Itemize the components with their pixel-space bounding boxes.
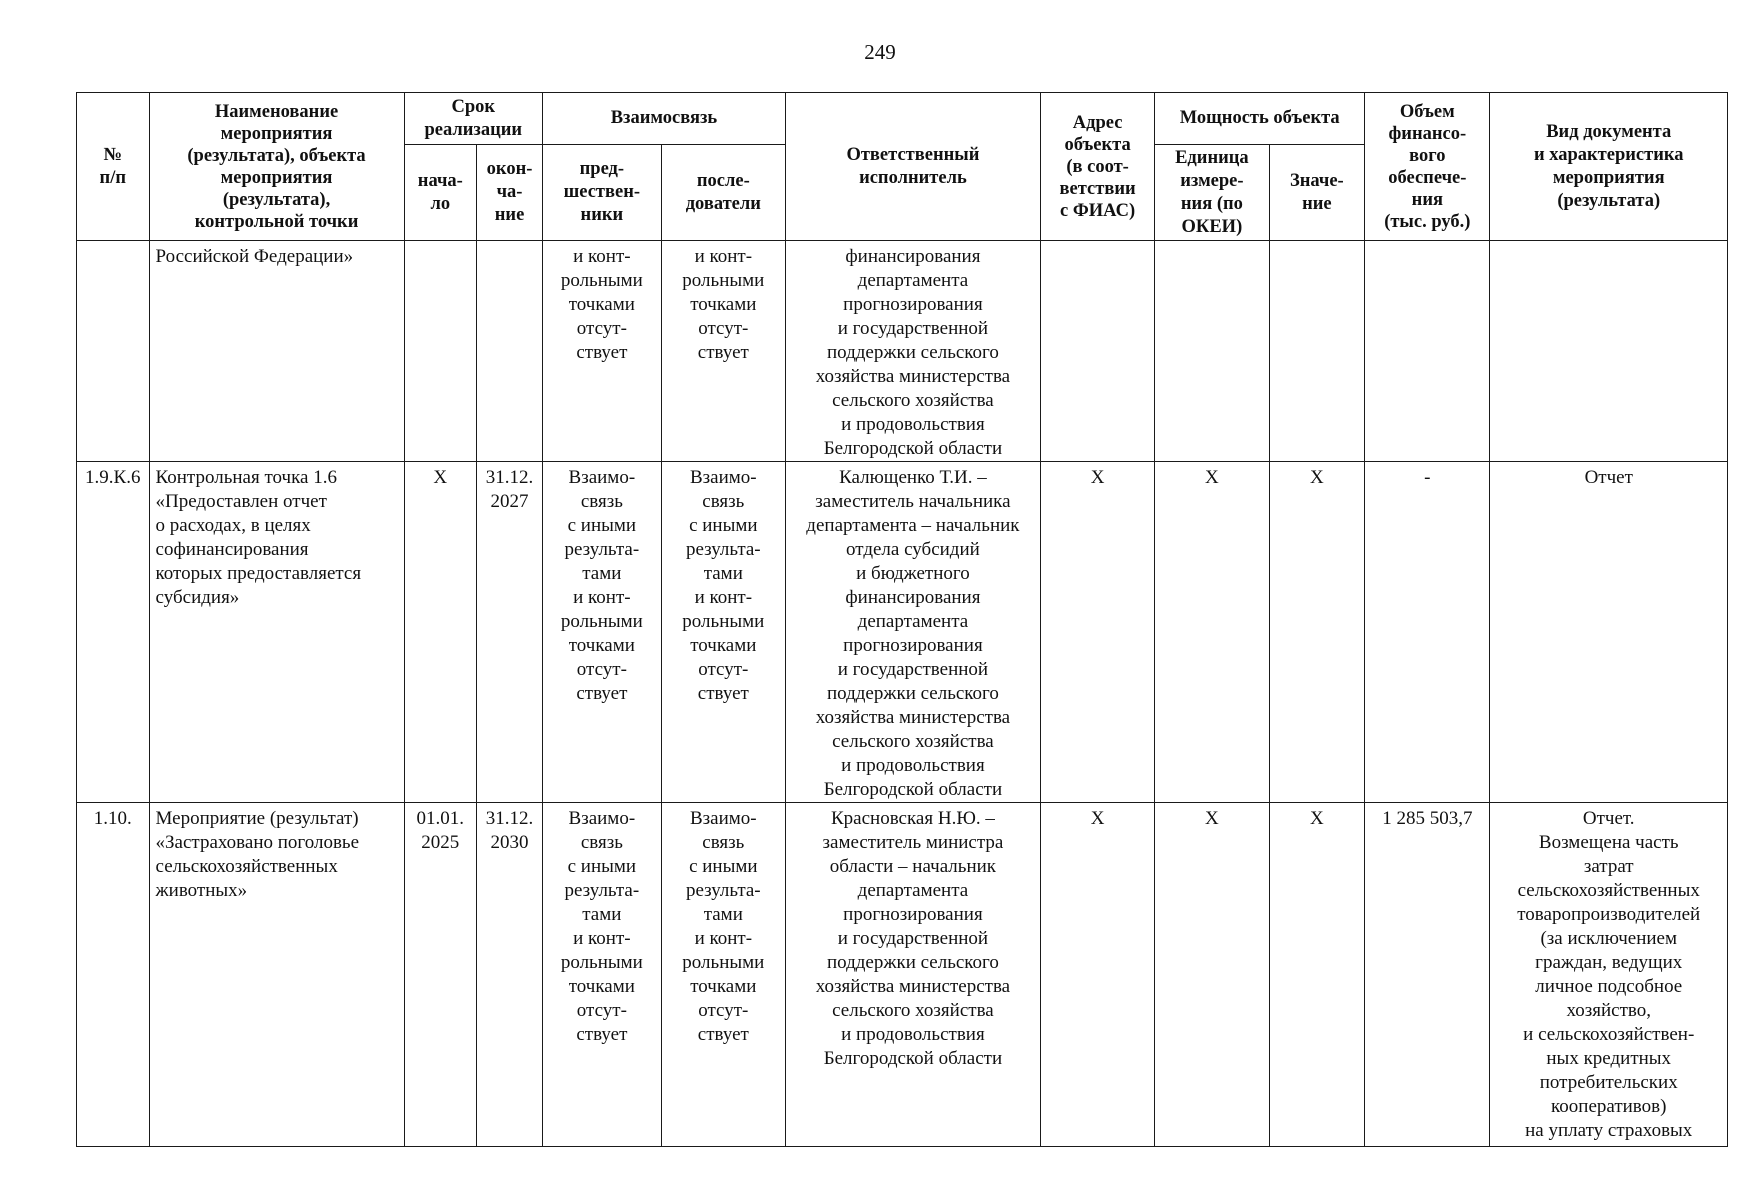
row-name: Контрольная точка 1.6 «Предоставлен отчет о расходах, в целях софинансирования которых предоставляется субсидия» (155, 467, 362, 608)
table-row (77, 241, 1728, 462)
row-start: 01.01. 2025 (416, 808, 465, 853)
row-doc: Отчет. Возмещена часть затрат сельскохозяйственных товаропроизводителей (за исключением граждан, ведущих личное подсобное хозяйство, и сельскохозяйствен- ных кредитных потребительских кооперативов) на уплату страховых (1517, 808, 1701, 1141)
row-responsible: Красновская Н.Ю. – заместитель министра области – начальник департамента прогнозирования и государственной поддержки сельского хозяйства министерства сельского хозяйства и продовольствия Белгородской области (815, 808, 1011, 1069)
row-value (1270, 241, 1365, 245)
row-finance: - (1424, 467, 1431, 488)
row-prev: Взаимо- связь с иными результа- тами и конт- рольными точками отсут- ствует (560, 808, 643, 1045)
table-header (77, 93, 1728, 241)
header-capacity-value: Значе- ние (1269, 145, 1365, 241)
row-end (477, 241, 542, 245)
header-num: № п/п (77, 93, 150, 241)
header-term: Срок реализации (404, 93, 542, 145)
header-term-end: окон- ча- ние (477, 145, 543, 241)
header-responsible: Ответственный исполнитель (785, 93, 1040, 241)
row-prev: и конт- рольными точками отсут- ствует (560, 246, 643, 363)
row-next: Взаимо- связь с иными результа- тами и конт- рольными точками отсут- ствует (682, 808, 765, 1045)
header-address: Адрес объекта (в соот- ветствии с ФИАС) (1040, 93, 1154, 241)
header-capacity: Мощность объекта (1155, 93, 1365, 145)
row-name: Российской Федерации» (155, 246, 354, 267)
row-value: Х (1309, 467, 1324, 488)
row-address: Х (1090, 808, 1105, 829)
row-value: Х (1309, 808, 1324, 829)
row-finance (1365, 241, 1489, 245)
row-next: и конт- рольными точками отсут- ствует (682, 246, 765, 363)
row-doc (1490, 241, 1727, 245)
row-end: 31.12. 2030 (485, 808, 534, 853)
row-name: Мероприятие (результат) «Застраховано поголовье сельскохозяйственных животных» (155, 808, 360, 901)
header-link-prev: пред- шествен- ники (543, 145, 662, 241)
row-responsible: Калющенко Т.И. – заместитель начальника департамента – начальник отдела субсидий и бюджетного финансирования департамента прогнозирования и государственной поддержки сельского хозяйства министерства сельского хозяйства и продовольствия Белгородской области (806, 467, 1020, 800)
table-row (77, 462, 1728, 803)
row-num (77, 241, 149, 245)
row-address (1041, 241, 1154, 245)
row-responsible: финансирования департамента прогнозирования и государственной поддержки сельского хозяйства министерства сельского хозяйства и продовольствия Белгородской области (815, 246, 1011, 459)
row-start (405, 241, 477, 245)
row-unit (1155, 241, 1268, 245)
row-next: Взаимо- связь с иными результа- тами и конт- рольными точками отсут- ствует (682, 467, 765, 704)
row-num: 1.10. (93, 808, 132, 829)
page-number: 249 (864, 40, 896, 64)
header-doc-type: Вид документа и характеристика мероприятия (результата) (1490, 93, 1728, 241)
header-term-start: нача- ло (404, 145, 477, 241)
row-prev: Взаимо- связь с иными результа- тами и конт- рольными точками отсут- ствует (560, 467, 643, 704)
row-start: Х (433, 467, 448, 488)
activities-table (76, 92, 1728, 1147)
table-row (77, 803, 1728, 1147)
row-address: Х (1090, 467, 1105, 488)
header-name: Наименование мероприятия (результата), объекта мероприятия (результата), контрольной точки (149, 93, 404, 241)
row-end: 31.12. 2027 (485, 467, 534, 512)
header-link-next: после- дователи (661, 145, 785, 241)
header-finance: Объем финансо- вого обеспече- ния (тыс. руб.) (1365, 93, 1490, 241)
row-num: 1.9.К.6 (85, 467, 141, 488)
header-link: Взаимосвязь (543, 93, 786, 145)
row-doc: Отчет (1584, 467, 1633, 488)
header-capacity-unit: Единица измере- ния (по ОКЕИ) (1155, 145, 1269, 241)
row-finance: 1 285 503,7 (1382, 808, 1473, 829)
row-unit: Х (1205, 467, 1219, 488)
row-unit: Х (1205, 808, 1219, 829)
